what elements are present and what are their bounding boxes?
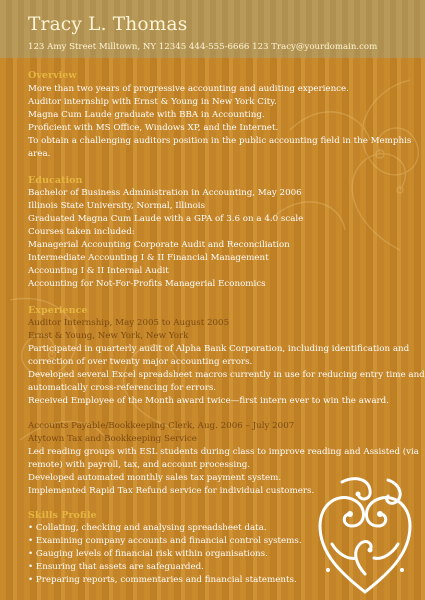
education-line: Intermediate Accounting I & II Financial Management	[28, 253, 269, 263]
swirl-ornament-icon	[312, 474, 418, 596]
section-title-skills: Skills Profile	[28, 510, 97, 521]
job-detail-line: Led reading groups with ESL students during class to improve reading and Assisted (via	[28, 447, 419, 457]
job-company: Ernst & Young, New York, New York	[28, 331, 189, 341]
skill-item: • Ensuring that assets are safeguarded.	[28, 561, 302, 574]
job-company: Atytown Tax and Bookkeeping Service	[28, 434, 197, 444]
overview-line: Magna Cum Laude graduate with BBA in Accounting.	[28, 110, 265, 120]
education-lines	[28, 187, 398, 291]
job-detail-line: automatically cross-referencing for errors.	[28, 383, 217, 393]
job-title: Accounts Payable/Bookkeeping Clerk, Aug. 2006 – July 2007	[28, 421, 295, 431]
skills-list	[28, 522, 302, 587]
skill-item: • Examining company accounts and financial control systems.	[28, 535, 302, 548]
section-title-overview: Overview	[28, 70, 77, 81]
header-band	[0, 0, 425, 58]
skill-item: • Gauging levels of financial risk within organisations.	[28, 548, 302, 561]
education-line: Bachelor of Business Administration in Accounting, May 2006	[28, 188, 302, 198]
job-detail-line: Developed automated monthly sales tax payment system.	[28, 473, 282, 483]
resume-name: Tracy L. Thomas	[28, 14, 188, 35]
job-detail-line: Participated in quarterly audit of Alpha Bank Corporation, including identification and	[28, 344, 410, 354]
overview-line: Auditor internship with Ernst & Young in New York City.	[28, 97, 277, 107]
overview-line: area.	[28, 149, 51, 159]
job-title: Auditor Internship, May 2005 to August 2005	[28, 318, 230, 328]
education-line: Managerial Accounting Corporate Audit and Reconciliation	[28, 240, 290, 250]
education-line: Graduated Magna Cum Laude with a GPA of 3.6 on a 4.0 scale	[28, 214, 304, 224]
contact-line: 123 Amy Street Milltown, NY 12345 444-555-6666 123 Tracy@yourdomain.com	[28, 42, 378, 52]
job-detail-line: Developed several Excel spreadsheet macros currently in use for reducing entry time and	[28, 370, 425, 380]
job-detail-line: Received Employee of the Month award twice—first intern ever to win the award.	[28, 396, 389, 406]
section-title-experience: Experience	[28, 305, 88, 316]
skill-item: • Collating, checking and analysing spreadsheet data.	[28, 522, 302, 535]
overview-line: More than two years of progressive accounting and auditing experience.	[28, 84, 349, 94]
job-detail-line: remote) with payroll, tax, and account processing.	[28, 460, 251, 470]
education-line: Accounting I & II Internal Audit	[28, 266, 169, 276]
education-line: Illinois State University, Normal, Illinois	[28, 201, 206, 211]
section-title-education: Education	[28, 175, 83, 186]
job-detail-line: Implemented Rapid Tax Refund service for individual customers.	[28, 486, 315, 496]
skill-item: • Preparing reports, commentaries and financial statements.	[28, 574, 302, 587]
overview-line: Proficient with MS Office, Windows XP, and the Internet.	[28, 123, 279, 133]
experience-job1	[28, 317, 425, 408]
education-line: Accounting for Not-For-Profits Managerial Economics	[28, 279, 266, 289]
job-detail-line: correction of over twenty major accounting errors.	[28, 357, 253, 367]
education-line: Courses taken included:	[28, 227, 135, 237]
overview-lines	[28, 83, 412, 161]
overview-line: To obtain a challenging auditors position in the public accounting field in the Memphis	[28, 136, 412, 146]
